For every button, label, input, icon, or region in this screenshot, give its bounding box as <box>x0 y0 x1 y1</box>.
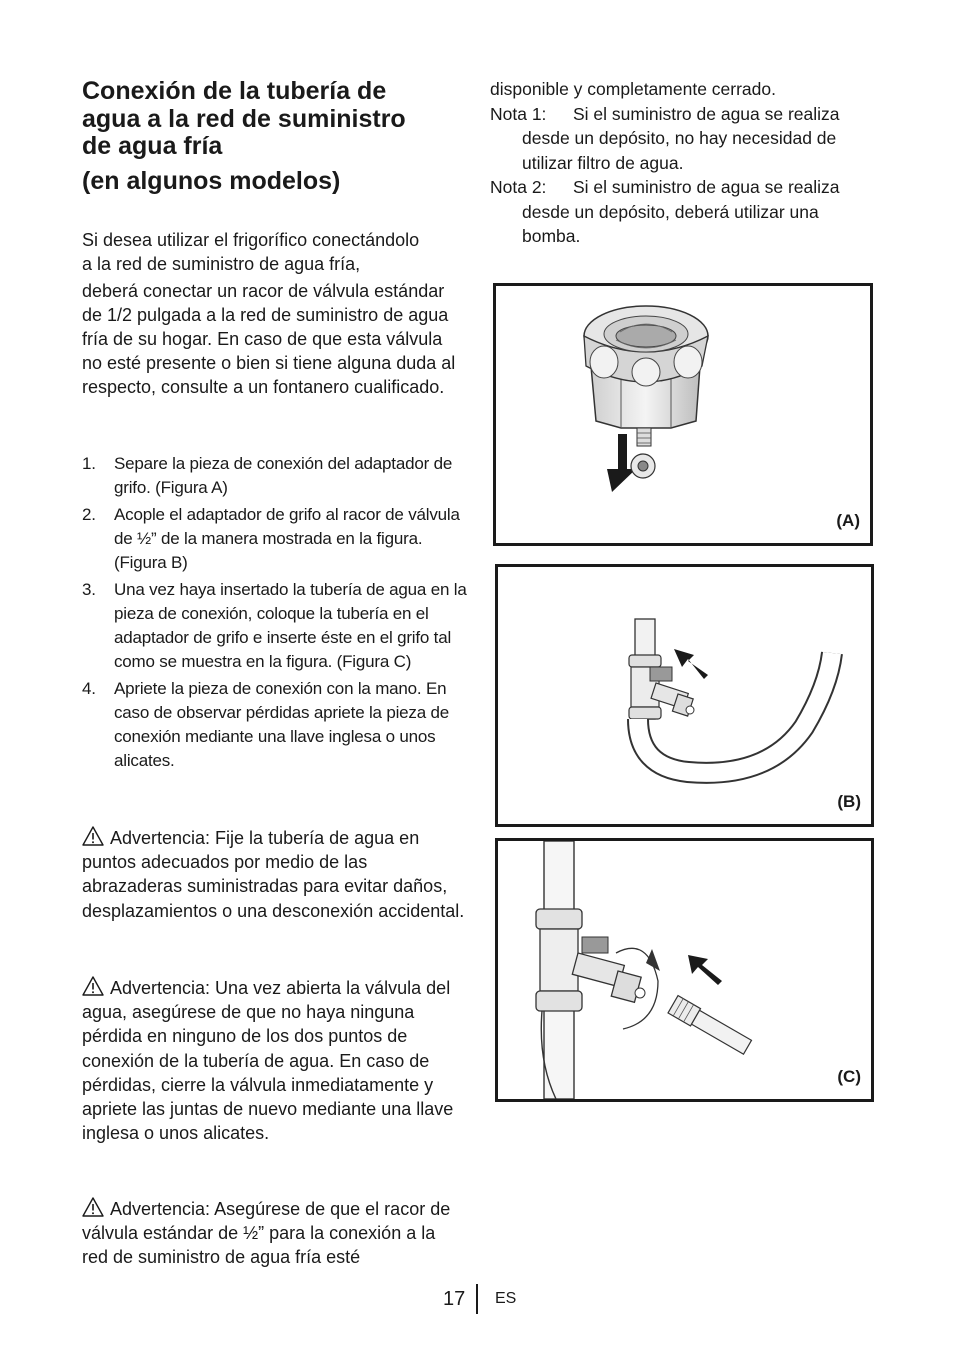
note-2 <box>490 175 870 249</box>
step-text: Separe la pieza de conexión del adaptador de grifo. (Figura A) <box>114 454 453 497</box>
intro-line-1: Si desea utilizar el frigorífico conectándolo <box>82 230 420 250</box>
heading-line-2: agua a la red de suministro <box>82 104 406 133</box>
step-item <box>82 677 472 773</box>
steps-list <box>82 452 472 776</box>
figure-c-label: (C) <box>837 1067 861 1086</box>
figure-c <box>495 838 874 1102</box>
heading-line-3: de agua fría <box>82 132 223 160</box>
hose-insertion-illustration <box>498 841 871 1099</box>
faucet-adapter-illustration <box>496 286 870 543</box>
step-text: Apriete la pieza de conexión con la mano. En caso de observar pérdidas apriete la pieza de conexión mediante una llave inglesa o unos alicates. <box>114 679 449 770</box>
language-code: ES <box>495 1290 517 1307</box>
intro-paragraph-1 <box>82 228 462 276</box>
figure-b <box>495 564 874 827</box>
footer-divider <box>476 1284 478 1314</box>
warning-triangle-icon <box>82 976 104 996</box>
warning-triangle-icon <box>82 826 104 846</box>
figure-b-label: (B) <box>837 792 861 811</box>
step-item <box>82 452 472 500</box>
note-text: Si el suministro de agua se realiza desde un depósito, deberá utilizar una bomba. <box>522 177 840 246</box>
valve-connection-illustration <box>498 567 871 824</box>
warning-text: Advertencia: Fije la tubería de agua en puntos adecuados por medio de las abrazaderas suministradas para evitar daños, desplazamientos o una desconexión accidental. <box>82 828 465 921</box>
step-number: 1. <box>82 454 96 473</box>
step-text: Acople el adaptador de grifo al racor de válvula de ½” de la manera mostrada en la figura. (Figura B) <box>114 505 460 572</box>
note-label: Nota 2: <box>490 177 547 197</box>
step-number: 3. <box>82 580 96 599</box>
warning-text: Advertencia: Asegúrese de que el racor de válvula estándar de ½” para la conexión a la red de suministro de agua fría esté <box>82 1199 451 1268</box>
step-item <box>82 503 472 575</box>
heading-subtitle: (en algunos modelos) <box>82 166 341 195</box>
warning-3 <box>82 1197 466 1270</box>
step-item <box>82 578 472 674</box>
warning-text: Advertencia: Una vez abierta la válvula del agua, asegúrese de que no haya ninguna pérdida en ninguno de los dos puntos de conexión de la tubería de agua. En caso de pérdidas, cierre la válvula inmediatamente y apriete las juntas de nuevo mediante una llave inglesa o unos alicates. <box>82 978 454 1144</box>
continuation-text: disponible y completamente cerrado. <box>490 79 776 99</box>
note-1 <box>490 102 870 176</box>
figure-a <box>493 283 873 546</box>
heading-line-1: Conexión de la tubería de <box>82 77 387 105</box>
figure-a-label: (A) <box>836 511 860 530</box>
note-label: Nota 1: <box>490 103 547 124</box>
intro-line-2: a la red de suministro de agua fría, <box>82 254 361 274</box>
warning-2 <box>82 976 464 1145</box>
note-text: Si el suministro de agua se realiza desde un depósito, no hay necesidad de utilizar filtro de agua. <box>522 103 840 173</box>
intro-paragraph-2: deberá conectar un racor de válvula estándar de 1/2 pulgada a la red de suministro de agua fría de su hogar. En caso de que esta válvula no esté presente o bien si tiene alguna duda al respecto, consulte a un fontanero cualificado. <box>82 281 456 397</box>
warning-triangle-icon <box>82 1197 104 1217</box>
right-column-text <box>490 77 870 249</box>
step-text: Una vez haya insertado la tubería de agua en la pieza de conexión, coloque la tubería en el adaptador de grifo e inserte éste en el grifo tal como se muestra en la figura. (Figura C) <box>114 580 467 671</box>
warning-1 <box>82 826 467 923</box>
step-number: 4. <box>82 679 96 698</box>
step-number: 2. <box>82 505 96 524</box>
page-number: 17 <box>443 1288 466 1310</box>
section-heading <box>82 78 472 195</box>
